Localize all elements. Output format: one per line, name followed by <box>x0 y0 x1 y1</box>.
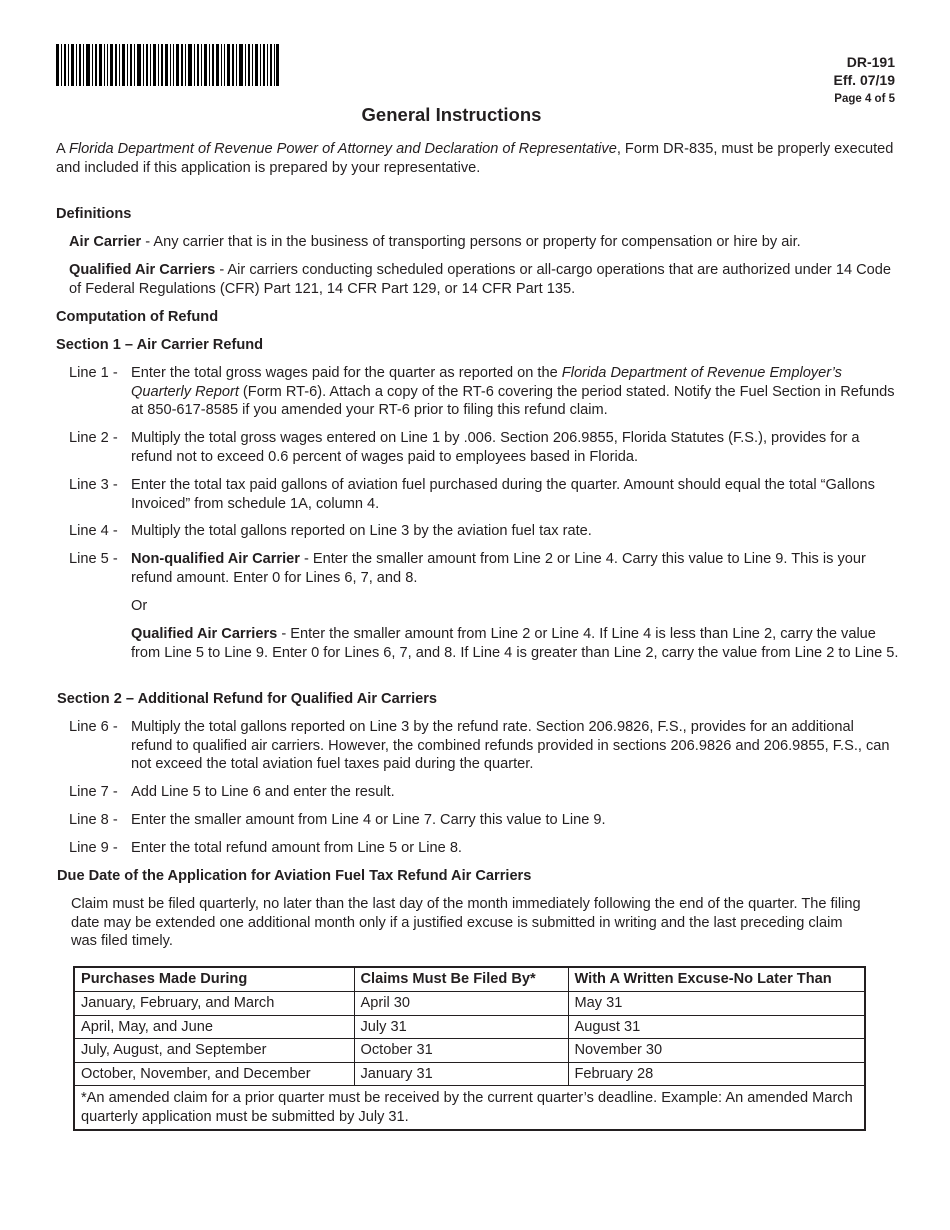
barcode-image <box>56 44 279 86</box>
table-cell: October, November, and December <box>74 1062 354 1086</box>
table-cell: July 31 <box>354 1015 568 1039</box>
column-header: Purchases Made During <box>74 967 354 992</box>
instruction-line-8: Line 8 - Enter the smaller amount from Line 4 or Line 7. Carry this value to Line 9. <box>69 812 606 828</box>
instruction-line-4: Line 4 - Multiply the total gallons reported on Line 3 by the aviation fuel tax rate. <box>69 523 592 539</box>
definition-air-carrier: Air Carrier - Any carrier that is in the business of transporting persons or property for compensation or hire by air. <box>69 234 801 250</box>
or-text: Or <box>131 598 148 614</box>
instruction-line-5: Line 5 - Non-qualified Air Carrier - Enter the smaller amount from Line 2 or Line 4. Carry this value to Line 9. This is your refund amount. Enter 0 for Lines 6, 7, and 8. <box>69 551 866 586</box>
intro-paragraph: A Florida Department of Revenue Power of Attorney and Declaration of Representative, Form DR-835, must be properly executed and included if this application is prepared by your representative. <box>56 141 894 176</box>
instruction-line-3: Line 3 - Enter the total tax paid gallons of aviation fuel purchased during the quarter. Amount should equal the total “Gallons Invoiced” from schedule 1A, column 4. <box>69 477 875 512</box>
instruction-line-9: Line 9 - Enter the total refund amount from Line 5 or Line 8. <box>69 840 462 856</box>
definitions-heading: Definitions <box>56 206 132 222</box>
intro-form-name: Florida Department of Revenue Power of Attorney and Declaration of Representative <box>68 141 617 157</box>
instruction-line-7: Line 7 - Add Line 5 to Line 6 and enter the result. <box>69 784 395 800</box>
table-header-row <box>74 967 865 992</box>
due-date-heading: Due Date of the Application for Aviation Fuel Tax Refund Air Carriers <box>57 868 532 884</box>
section-1-heading: Section 1 – Air Carrier Refund <box>56 337 264 353</box>
table-row <box>74 1015 865 1039</box>
table-cell: May 31 <box>568 992 865 1016</box>
table-cell: April, May, and June <box>74 1015 354 1039</box>
column-header: Claims Must Be Filed By* <box>354 967 568 992</box>
table-row <box>74 1062 865 1086</box>
table-footnote-row <box>74 1086 865 1131</box>
table-row <box>74 1039 865 1063</box>
definition-qualified-air-carriers: Qualified Air Carriers - Air carriers conducting scheduled operations or all-cargo operations that are authorized under 14 Code of Federal Regulations (CFR) Part 121, 14 CFR Part 129, or 14 CFR Part 135. <box>69 262 892 297</box>
table-cell: April 30 <box>354 992 568 1016</box>
page-title: General Instructions <box>361 104 542 125</box>
table-cell: January, February, and March <box>74 992 354 1016</box>
table-footnote: *An amended claim for a prior quarter must be received by the current quarter’s deadline. Example: An amended March quarterly application must be submitted by July 31. <box>74 1086 865 1131</box>
qualified-air-carriers-instruction: Qualified Air Carriers - Enter the smaller amount from Line 2 or Line 4. If Line 4 is less than Line 2, carry the value from Line 5 to Line 9. Enter 0 for Lines 6, 7, and 8. If Line 4 is greater than Line 2, carry the value from Line 2 to Line 5. <box>131 626 899 661</box>
section-2-heading: Section 2 – Additional Refund for Qualified Air Carriers <box>57 691 438 707</box>
table-row <box>74 992 865 1016</box>
table-cell: February 28 <box>568 1062 865 1086</box>
due-date-table <box>73 966 866 1131</box>
instruction-line-6: Line 6 - Multiply the total gallons reported on Line 3 by the refund rate. Section 206.9826, F.S., provides for an additional refund to qualified air carriers. However, the combined refunds provided in sections 206.9826 and 206.9855, F.S., can not exceed the total aviation fuel taxes paid during the quarter. <box>69 719 890 772</box>
computation-heading: Computation of Refund <box>56 309 219 325</box>
table-cell: October 31 <box>354 1039 568 1063</box>
table-cell: August 31 <box>568 1015 865 1039</box>
column-header: With A Written Excuse-No Later Than <box>568 967 865 992</box>
effective-date: Eff. 07/19 <box>833 72 895 88</box>
page-number: Page 4 of 5 <box>834 93 895 105</box>
instruction-line-2: Line 2 - Multiply the total gross wages entered on Line 1 by .006. Section 206.9855, Florida Statutes (F.S.), provides for a refund not to exceed 0.6 percent of wages paid to employees based in Florida. <box>69 430 860 465</box>
instruction-line-1: Line 1 - Enter the total gross wages paid for the quarter as reported on the Florida Department of Revenue Employer’s Quarterly Report (Form RT-6). Attach a copy of the RT-6 covering the period stated. Notify the Fuel Section in Refunds at 850-617-8585 if you amended your RT-6 prior to filing this refund claim. <box>69 365 895 418</box>
form-identifier <box>834 53 895 107</box>
due-date-paragraph: Claim must be filed quarterly, no later than the last day of the month immediately following the end of the quarter. The filing date may be extended one additional month only if a justified excuse is submitted in writing and the last preceding claim was filed timely. <box>71 896 861 949</box>
table-cell: July, August, and September <box>74 1039 354 1063</box>
table-cell: November 30 <box>568 1039 865 1063</box>
table-cell: January 31 <box>354 1062 568 1086</box>
form-number: DR-191 <box>846 54 895 70</box>
